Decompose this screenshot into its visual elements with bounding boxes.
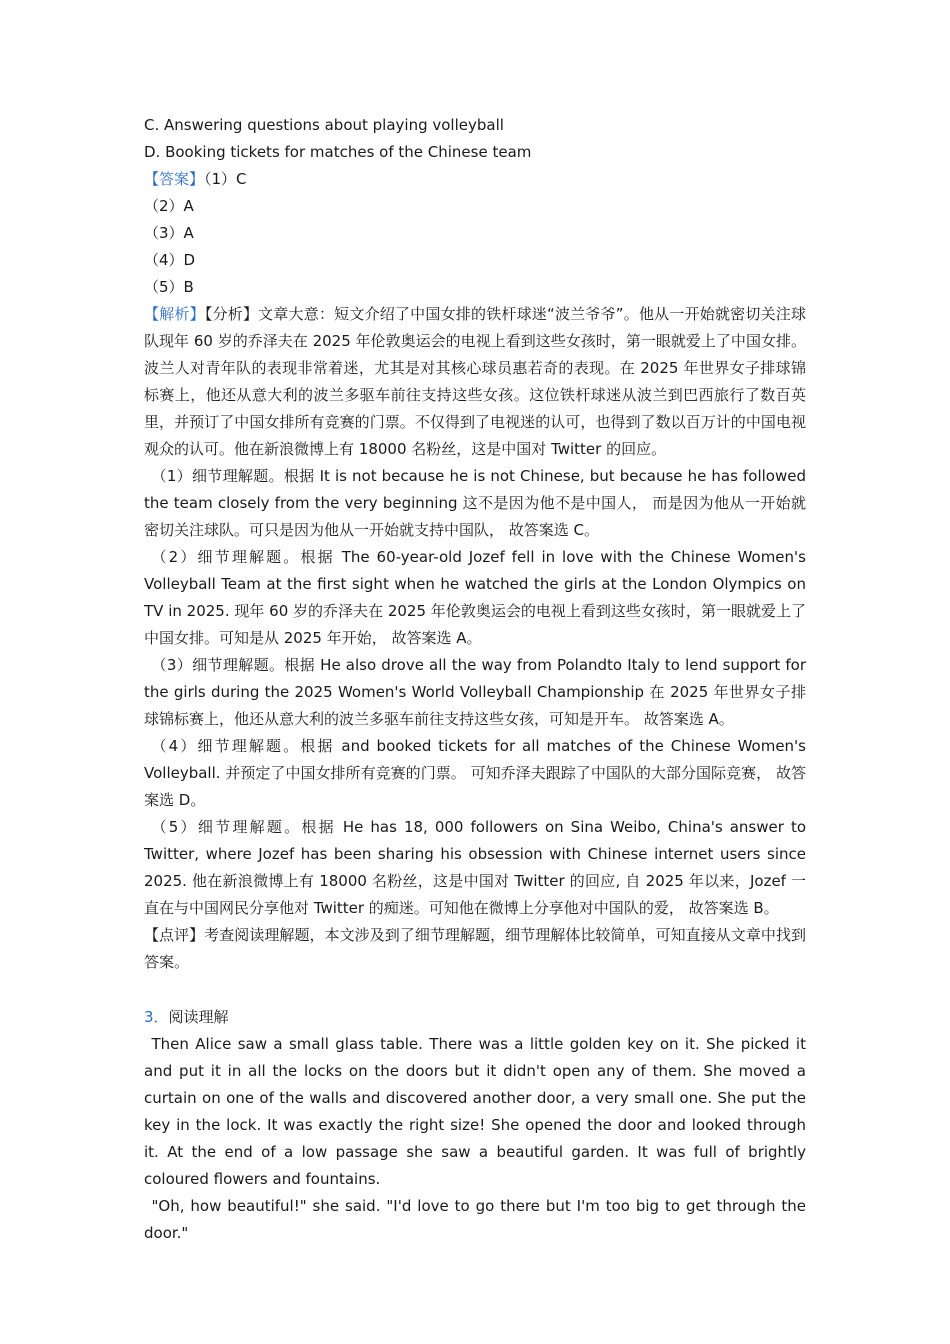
analysis-q4: （4）细节理解题。根据 and booked tickets for all matches of the Chinese Women's Volleyball. 并预定了中国女排所有竞赛的门票。 可知乔泽夫跟踪了中国队的大部分国际竞赛， 故答案选 D。 — [144, 737, 806, 809]
question-3-heading — [144, 1004, 806, 1031]
answer-item: （2）A — [144, 197, 194, 215]
option-d: D. Booking tickets for matches of the Chinese team — [144, 143, 532, 161]
answer-item: （1）C — [204, 170, 247, 188]
analysis-comment: 【点评】考查阅读理解题，本文涉及到了细节理解题，细节理解体比较简单，可知直接从文章中找到答案。 — [144, 926, 806, 971]
answer-item: （5）B — [144, 278, 194, 296]
answer-tag: 【答案】 — [144, 170, 205, 188]
analysis-q2: （2）细节理解题。根据 The 60-year-old Jozef fell in love with the Chinese Women's Volleyball Team at the first sight when he watched the girls at the London Olympics on TV in 2025. 现年 60 岁的乔泽夫在 2025 年伦敦奥运会的电视上看到这些女孩时，第一眼就爱上了中国女排。可知是从 2025 年开始， 故答案选 A。 — [144, 548, 806, 647]
analysis-summary — [144, 301, 806, 463]
analysis-tag: 【解析】 — [144, 305, 205, 323]
section-gap — [144, 976, 806, 1004]
question-title: 阅读理解 — [168, 1008, 229, 1026]
analysis-q1: （1）细节理解题。根据 It is not because he is not Chinese, but because he has followed the team closely from the very beginning 这不是因为他不是中国人， 而是因为他从一开始就密切关注球队。可只是因为他从一开始就支持中国队， 故答案选 C。 — [144, 467, 806, 539]
option-c: C. Answering questions about playing volleyball — [144, 116, 504, 134]
answer-item: （4）D — [144, 251, 196, 269]
passage-paragraph-1: Then Alice saw a small glass table. There was a little golden key on it. She picked it and put it in all the locks on the doors but it didn't open any of them. She moved a curtain on one of the walls and discovered another door, a very small one. She put the key in the lock. It was exactly the right size! She opened the door and looked through it. At the end of a low passage she saw a beautiful garden. It was full of brightly coloured flowers and fountains. — [144, 1035, 806, 1188]
answer-line — [144, 166, 806, 193]
passage-paragraph-2: "Oh, how beautiful!" she said. "I'd love to go there but I'm too big to get through the door." — [144, 1197, 806, 1242]
document-page — [144, 112, 806, 1247]
analysis-q3: （3）细节理解题。根据 He also drove all the way from Polandto Italy to lend support for the girls during the 2025 Women's World Volleyball Championship 在 2025 年世界女子排球锦标赛上，他还从意大利的波兰多驱车前往支持这些女孩，可知是开车。 故答案选 A。 — [144, 656, 806, 728]
analysis-q5: （5）细节理解题。根据 He has 18, 000 followers on Sina Weibo, China's answer to Twitter, where Jozef has been sharing his obsession with Chinese internet users since 2025. 他在新浪微博上有 18000 名粉丝，这是中国对 Twitter 的回应, 自 2025 年以来，Jozef 一直在与中国网民分享他对 Twitter 的痴迷。可知他在微博上分享他对中国队的爱， 故答案选 B。 — [144, 818, 806, 917]
answer-item: （3）A — [144, 224, 194, 242]
question-number: 3． — [144, 1008, 169, 1026]
analysis-summary-text: 【分析】文章大意：短文介绍了中国女排的铁杆球迷“波兰爷爷”。他从一开始就密切关注球队现年 60 岁的乔泽夫在 2025 年伦敦奥运会的电视上看到这些女孩时，第一眼就爱上了中国女排。波兰人对青年队的表现非常着迷，尤其是对其核心球员惠若奇的表现。在 2025 年世界女子排球锦标赛上，他还从意大利的波兰多驱车前往支持这些女孩。这位铁杆球迷从波兰到巴西旅行了数百英里，并预订了中国女排所有竞赛的门票。不仅得到了电视迷的认可，也得到了数以百万计的中国电视观众的认可。他在新浪微博上有 18000 名粉丝，这是中国对 Twitter 的回应。 — [144, 305, 806, 458]
